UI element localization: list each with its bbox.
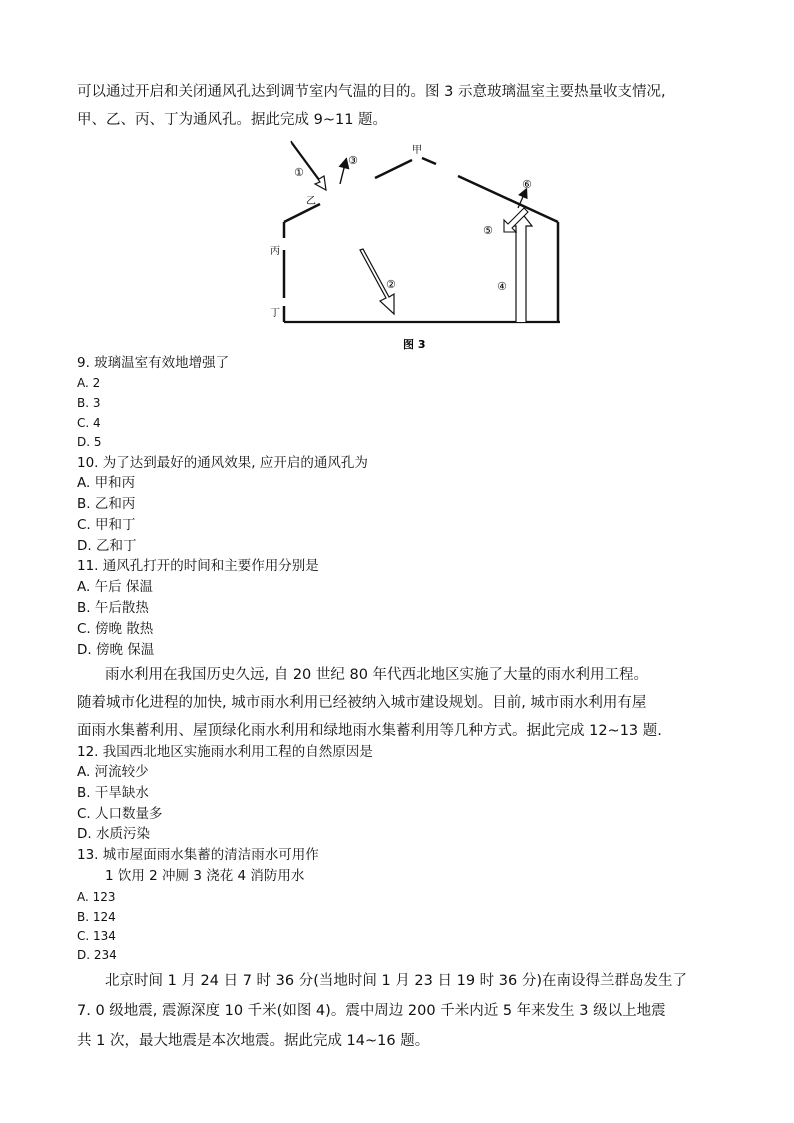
roof-left-upper [375,160,412,178]
label-yi: 乙 [306,196,316,207]
question-13-sub-items: 1 饮用 2 冲厕 3 浇花 4 消防用水 [105,868,305,884]
label-n2: ② [386,278,396,291]
question-9-option-a: A. 2 [77,376,101,390]
question-13-option-d: D. 234 [77,948,117,962]
question-10-option-c: C. 甲和丁 [77,517,136,533]
greenhouse-diagram [260,138,570,358]
intro-line-2: 甲、乙、丙、丁为通风孔。据此完成 9~11 题。 [77,112,388,128]
intro-line-1: 可以通过开启和关闭通风孔达到调节室内气温的目的。图 3 示意玻璃温室主要热量收支情况, [77,84,666,100]
arrow-4 [510,212,532,322]
question-12-option-b: B. 干旱缺水 [77,785,149,801]
question-10-option-b: B. 乙和丙 [77,496,136,512]
passage-rainwater-line-2: 随着城市化进程的加快, 城市雨水利用已经被纳入城市建设规划。目前, 城市雨水利用有屋 [77,695,647,711]
label-jia: 甲 [412,145,422,156]
passage-earthquake-line-3: 共 1 次，最大地震是本次地震。据此完成 14~16 题。 [77,1033,430,1049]
intro-paragraph [77,78,725,134]
question-12-stem: 12. 我国西北地区实施雨水利用工程的自然原因是 [77,744,373,760]
question-11-option-a: A. 午后 保温 [77,579,153,595]
roof-right-upper [422,158,436,164]
passage-earthquake-line-1: 北京时间 1 月 24 日 7 时 36 分(当地时间 1 月 23 日 19 时 36 分)在南设得兰群岛发生了 [105,973,687,989]
question-11-option-b: B. 午后散热 [77,600,149,616]
greenhouse-figure [260,138,570,358]
question-9-stem: 9. 玻璃温室有效地增强了 [77,355,230,371]
label-n4: ④ [497,280,507,293]
label-bing: 丙 [270,246,280,257]
label-n5: ⑤ [483,224,493,237]
question-13-option-a: A. 123 [77,890,116,904]
passage-rainwater-line-1: 雨水利用在我国历史久远, 自 20 世纪 80 年代西北地区实施了大量的雨水利用工程。 [105,667,649,683]
passage-rainwater [77,661,725,745]
question-9-option-c: C. 4 [77,416,101,430]
label-n3: ③ [348,154,358,167]
question-11-option-c: C. 傍晚 散热 [77,621,154,637]
question-13-option-c: C. 134 [77,929,116,943]
question-11-option-d: D. 傍晚 保温 [77,642,155,658]
label-n6: ⑥ [522,178,532,191]
question-13-option-b: B. 124 [77,910,116,924]
figure-caption: 图 3 [403,338,426,351]
question-12-option-c: C. 人口数量多 [77,806,163,822]
question-13-stem: 13. 城市屋面雨水集蓄的清洁雨水可用作 [77,847,319,863]
question-11-stem: 11. 通风孔打开的时间和主要作用分别是 [77,558,319,574]
label-ding: 丁 [270,308,280,319]
question-9-option-b: B. 3 [77,396,101,410]
question-10-option-a: A. 甲和丙 [77,475,136,491]
question-9-option-d: D. 5 [77,435,102,449]
question-12-option-a: A. 河流较少 [77,764,149,780]
question-10-stem: 10. 为了达到最好的通风效果, 应开启的通风孔为 [77,455,368,471]
question-10-option-d: D. 乙和丁 [77,538,137,554]
passage-earthquake [77,966,725,1056]
passage-rainwater-line-3: 面雨水集蓄利用、屋顶绿化雨水利用和绿地雨水集蓄利用等几种方式。据此完成 12~13 题. [77,723,662,739]
question-12-option-d: D. 水质污染 [77,826,150,842]
label-n1: ① [294,166,304,179]
roof-right-lower [458,176,558,222]
passage-earthquake-line-2: 7. 0 级地震, 震源深度 10 千米(如图 4)。震中周边 200 千米内近 5 年来发生 3 级以上地震 [77,1003,666,1019]
arrow-3 [340,160,346,184]
